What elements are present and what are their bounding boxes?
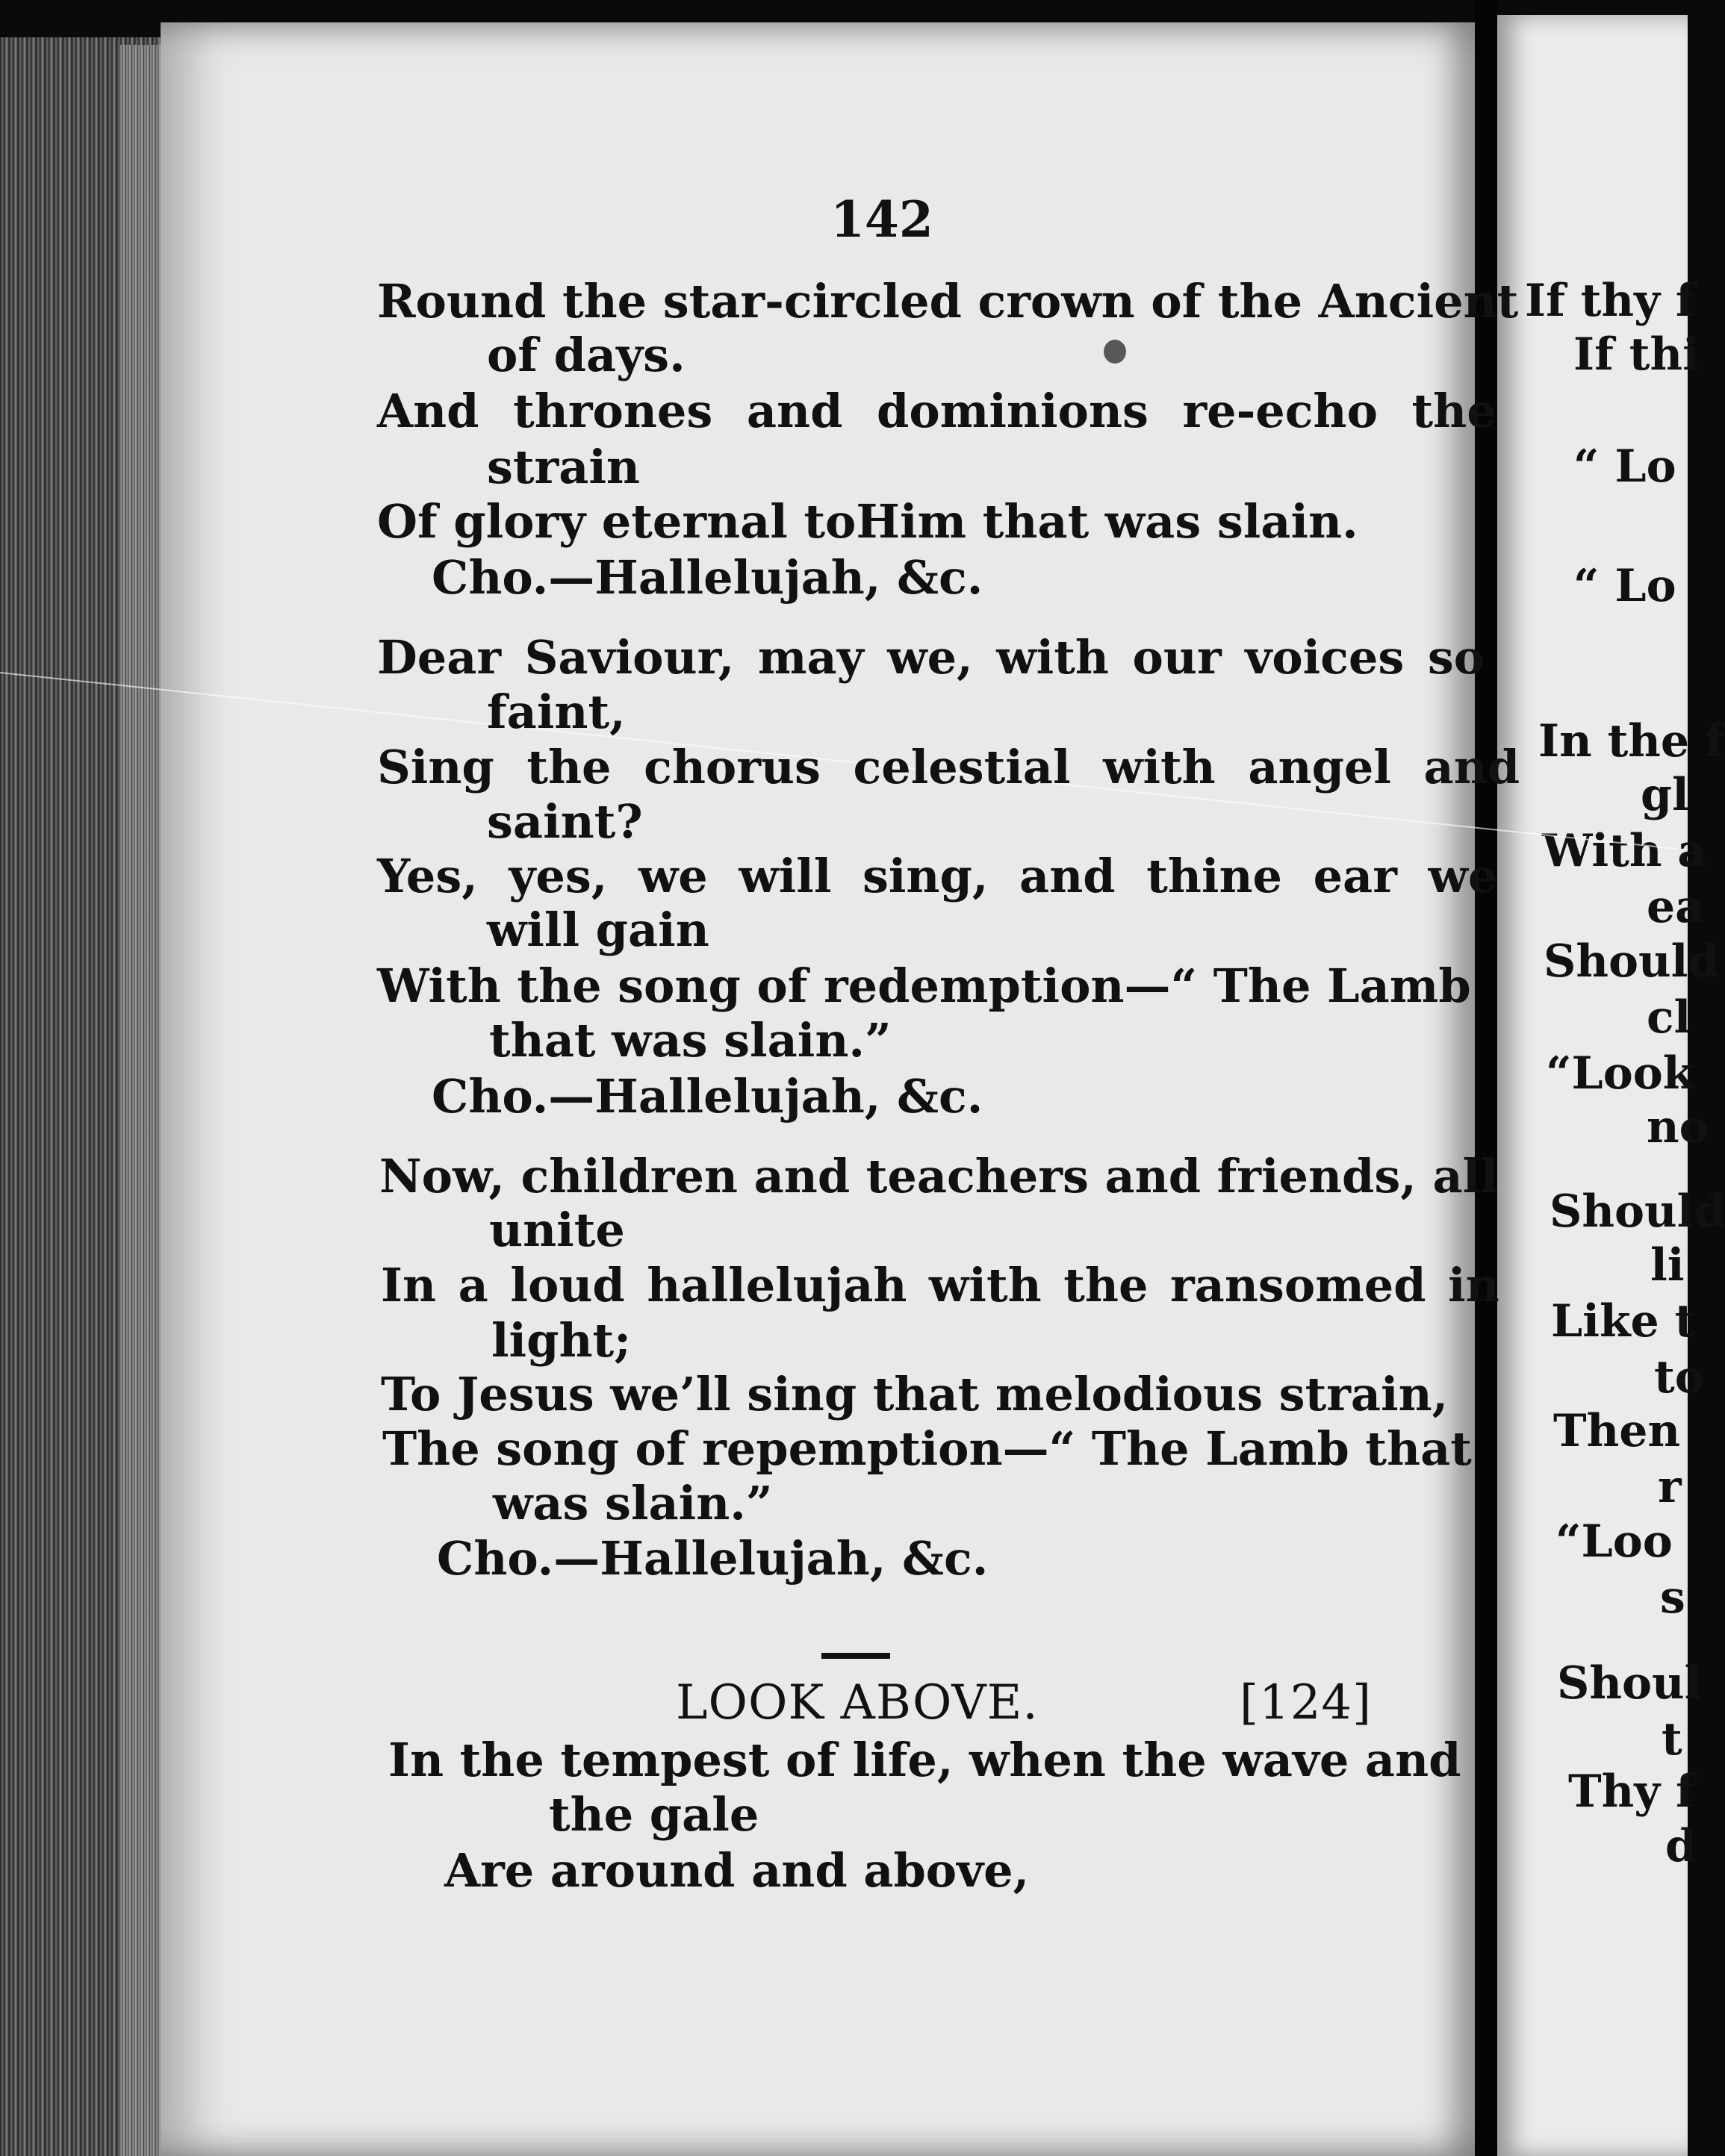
- right-fragment: If thy f: [1525, 275, 1695, 327]
- verse-line: saint?: [487, 794, 643, 849]
- verse-line-text: Round the star-circled crown of the Ancient: [377, 274, 1519, 328]
- right-fragment: r: [1658, 1461, 1682, 1513]
- hymn-line: Are around and above,: [444, 1843, 1030, 1898]
- right-fragment: gl: [1641, 769, 1689, 821]
- right-fragment: Thy f: [1568, 1766, 1695, 1818]
- right-fragment: d: [1665, 1820, 1697, 1872]
- right-fragment: If thi: [1573, 328, 1700, 381]
- hymn-number: [124]: [1240, 1675, 1373, 1730]
- verse-line: unite: [489, 1203, 625, 1257]
- verse-line: Of glory eternal toHim that was slain.: [377, 494, 1358, 549]
- verse-line: [377, 274, 1519, 328]
- verse-line: faint,: [487, 685, 626, 739]
- verse-line: Now, children and teachers and friends, all: [379, 1149, 1498, 1203]
- verse-line: was slain.”: [493, 1476, 773, 1530]
- right-fragment: ea: [1647, 881, 1705, 933]
- hymn-title: LOOK ABOVE.: [676, 1675, 1039, 1730]
- right-fragment: Like t: [1551, 1295, 1696, 1348]
- chorus-line: Cho.—Hallelujah, &c.: [432, 1069, 983, 1124]
- right-fragment: Shoul: [1557, 1657, 1702, 1710]
- right-fragment: “Loo: [1555, 1515, 1673, 1568]
- chorus-line: Cho.—Hallelujah, &c.: [437, 1531, 989, 1586]
- right-fragment: “ Lo: [1573, 440, 1676, 493]
- verse-line: light;: [491, 1313, 632, 1368]
- right-fragment: “Look: [1546, 1047, 1694, 1100]
- right-fragment: With a: [1542, 825, 1707, 877]
- section-divider: [821, 1653, 890, 1659]
- verse-line: With the song of redemption—“ The Lamb: [377, 959, 1471, 1013]
- verse-line: Dear Saviour, may we, with our voices so: [377, 630, 1485, 685]
- verse-line: And thrones and dominions re-echo the: [377, 384, 1496, 438]
- verse-line: Sing the chorus celestial with angel and: [377, 740, 1520, 794]
- right-fragment: s: [1660, 1571, 1685, 1624]
- verse-line: of days.: [487, 328, 686, 382]
- hymn-line: the gale: [549, 1787, 759, 1842]
- verse-line: To Jesus we’ll sing that melodious strain,: [381, 1367, 1449, 1421]
- hymn-line: In the tempest of life, when the wave and: [388, 1733, 1461, 1787]
- right-fragment: In the f: [1538, 715, 1724, 767]
- verse-line: that was slain.”: [489, 1013, 892, 1068]
- verse-line: In a loud hallelujah with the ransomed in: [381, 1258, 1499, 1312]
- verse-line: strain: [487, 440, 641, 494]
- chorus-line: Cho.—Hallelujah, &c.: [432, 550, 983, 605]
- right-fragment: li: [1650, 1239, 1685, 1292]
- right-fragment: cl: [1647, 991, 1691, 1044]
- right-fragment: Should: [1550, 1186, 1725, 1238]
- right-fragment: Should: [1544, 935, 1720, 988]
- verse-line: Yes, yes, we will sing, and thine ear we: [377, 849, 1498, 903]
- right-fragment: Then: [1553, 1405, 1681, 1457]
- right-fragment: to: [1654, 1351, 1705, 1403]
- verse-line: The song of repemption—“ The Lamb that: [382, 1421, 1472, 1476]
- right-fragment: t: [1662, 1713, 1682, 1766]
- right-fragment: no: [1647, 1101, 1709, 1153]
- right-fragment: “ Lo: [1573, 560, 1676, 612]
- verse-line: will gain: [487, 903, 709, 957]
- page-number: 142: [830, 190, 933, 249]
